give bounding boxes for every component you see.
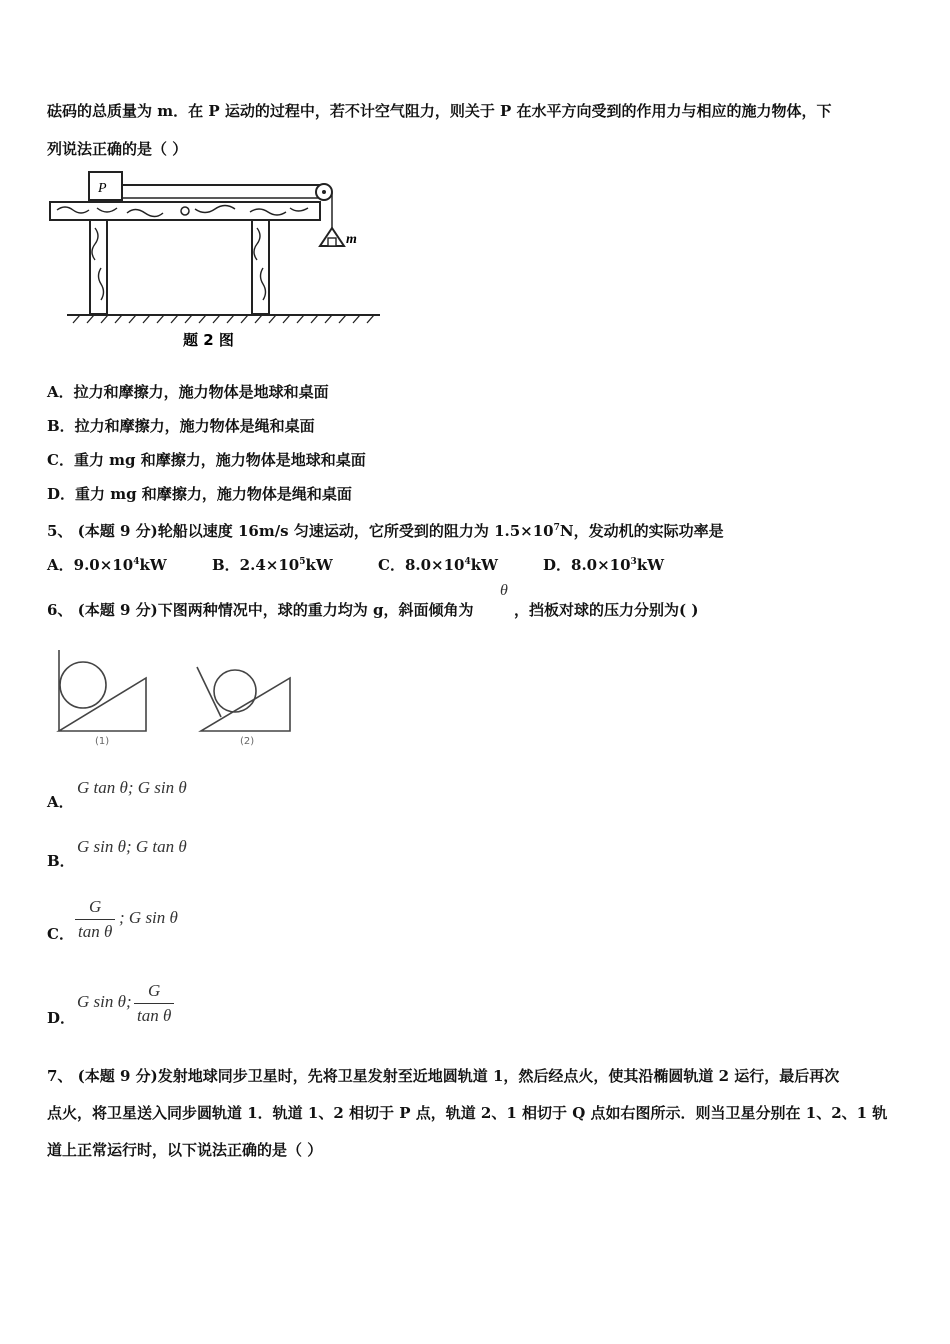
q5-option-a: A．$9.0\times 10^4kW$ (47, 556, 167, 574)
figure-caption: 题 2 图 (183, 331, 234, 349)
q4-option-c: C．重力 mg 和摩擦力，施力物体是地球和桌面 (47, 451, 366, 469)
q6-option-a-label: A． (47, 793, 74, 811)
q6-option-c-numerator: G (89, 897, 102, 916)
q4-option-b: B．拉力和摩擦力，施力物体是绳和桌面 (47, 417, 315, 435)
pulley-axle (322, 190, 326, 194)
mass-label: m (346, 232, 357, 247)
fig1-ball (60, 662, 106, 708)
fig2-perpendicular-board (197, 667, 221, 717)
fig2-label: (2) (240, 736, 255, 747)
fig2-ball (214, 670, 256, 712)
q7-stem-line3: 道上正常运行时，以下说法正确的是（ ） (47, 1141, 323, 1159)
q4-stem-line2: 列说法正确的是（ ） (47, 140, 188, 158)
q6-option-b-expr: G sin θ; G tan θ (77, 837, 187, 856)
q5-option-c: C．$8.0\times 10^4kW$ (378, 556, 498, 574)
fig1-label: (1) (95, 736, 110, 747)
q4-stem-line1: 砝码的总质量为 m．在 P 运动的过程中，若不计空气阻力，则关于 P 在水平方向受到的作用力与相应的施力物体，下 (47, 102, 832, 120)
q7-stem-line1: 7、 (本题 9 分)发射地球同步卫星时，先将卫星发射至近地圆轨道 1，然后经点火，使其沿椭圆轨道 2 运行，最后再次 (47, 1067, 840, 1085)
clamp-knob (181, 207, 189, 215)
block-p-label: P (98, 181, 107, 196)
q6-stem-b: ，挡板对球的压力分别为( ) (514, 601, 699, 619)
q6-option-c-denominator: tan θ (75, 919, 115, 942)
q6-option-c-label: C． (47, 925, 74, 943)
q6-theta-symbol: θ (500, 582, 508, 599)
q5-option-b: B．$2.4\times 10^5kW$ (212, 556, 333, 574)
q6-option-b-label: B． (47, 852, 75, 870)
table-pulley-figure (45, 168, 385, 353)
q5-option-d: D．$8.0\times 10^3kW$ (543, 556, 665, 574)
q6-option-a-expr: G tan θ; G sin θ (77, 778, 187, 797)
ground-hatching (73, 315, 374, 323)
q6-stem-a: 6、 (本题 9 分)下图两种情况中，球的重力均为 g，斜面倾角为 (47, 601, 474, 619)
q4-option-a: A．拉力和摩擦力，施力物体是地球和桌面 (47, 383, 329, 401)
q6-option-c-rest: ; G sin θ (119, 908, 178, 927)
weight-slot (328, 238, 336, 246)
q6-option-d-denominator: tan θ (134, 1003, 174, 1026)
q6-option-d-fraction (134, 981, 174, 1026)
q7-stem-line2: 点火，将卫星送入同步圆轨道 1．轨道 1、2 相切于 P 点，轨道 2、1 相切于 Q 点如右图所示．则当卫星分别在 1、2、1 轨 (47, 1104, 888, 1122)
q6-option-d-label: D． (47, 1009, 76, 1027)
q6-option-d-numerator: G (148, 981, 161, 1000)
q5-stem: 5、 (本题 9 分)轮船以速度 16m/s 匀速运动，它所受到的阻力为 $1.5\times 10^7N$，发动机的实际功率是 (47, 522, 724, 540)
incline-ball-figures (50, 645, 300, 750)
q6-option-c-fraction (75, 897, 115, 942)
q6-option-d-pre: G sin θ; (77, 992, 132, 1011)
q4-option-d: D．重力 mg 和摩擦力，施力物体是绳和桌面 (47, 485, 352, 503)
